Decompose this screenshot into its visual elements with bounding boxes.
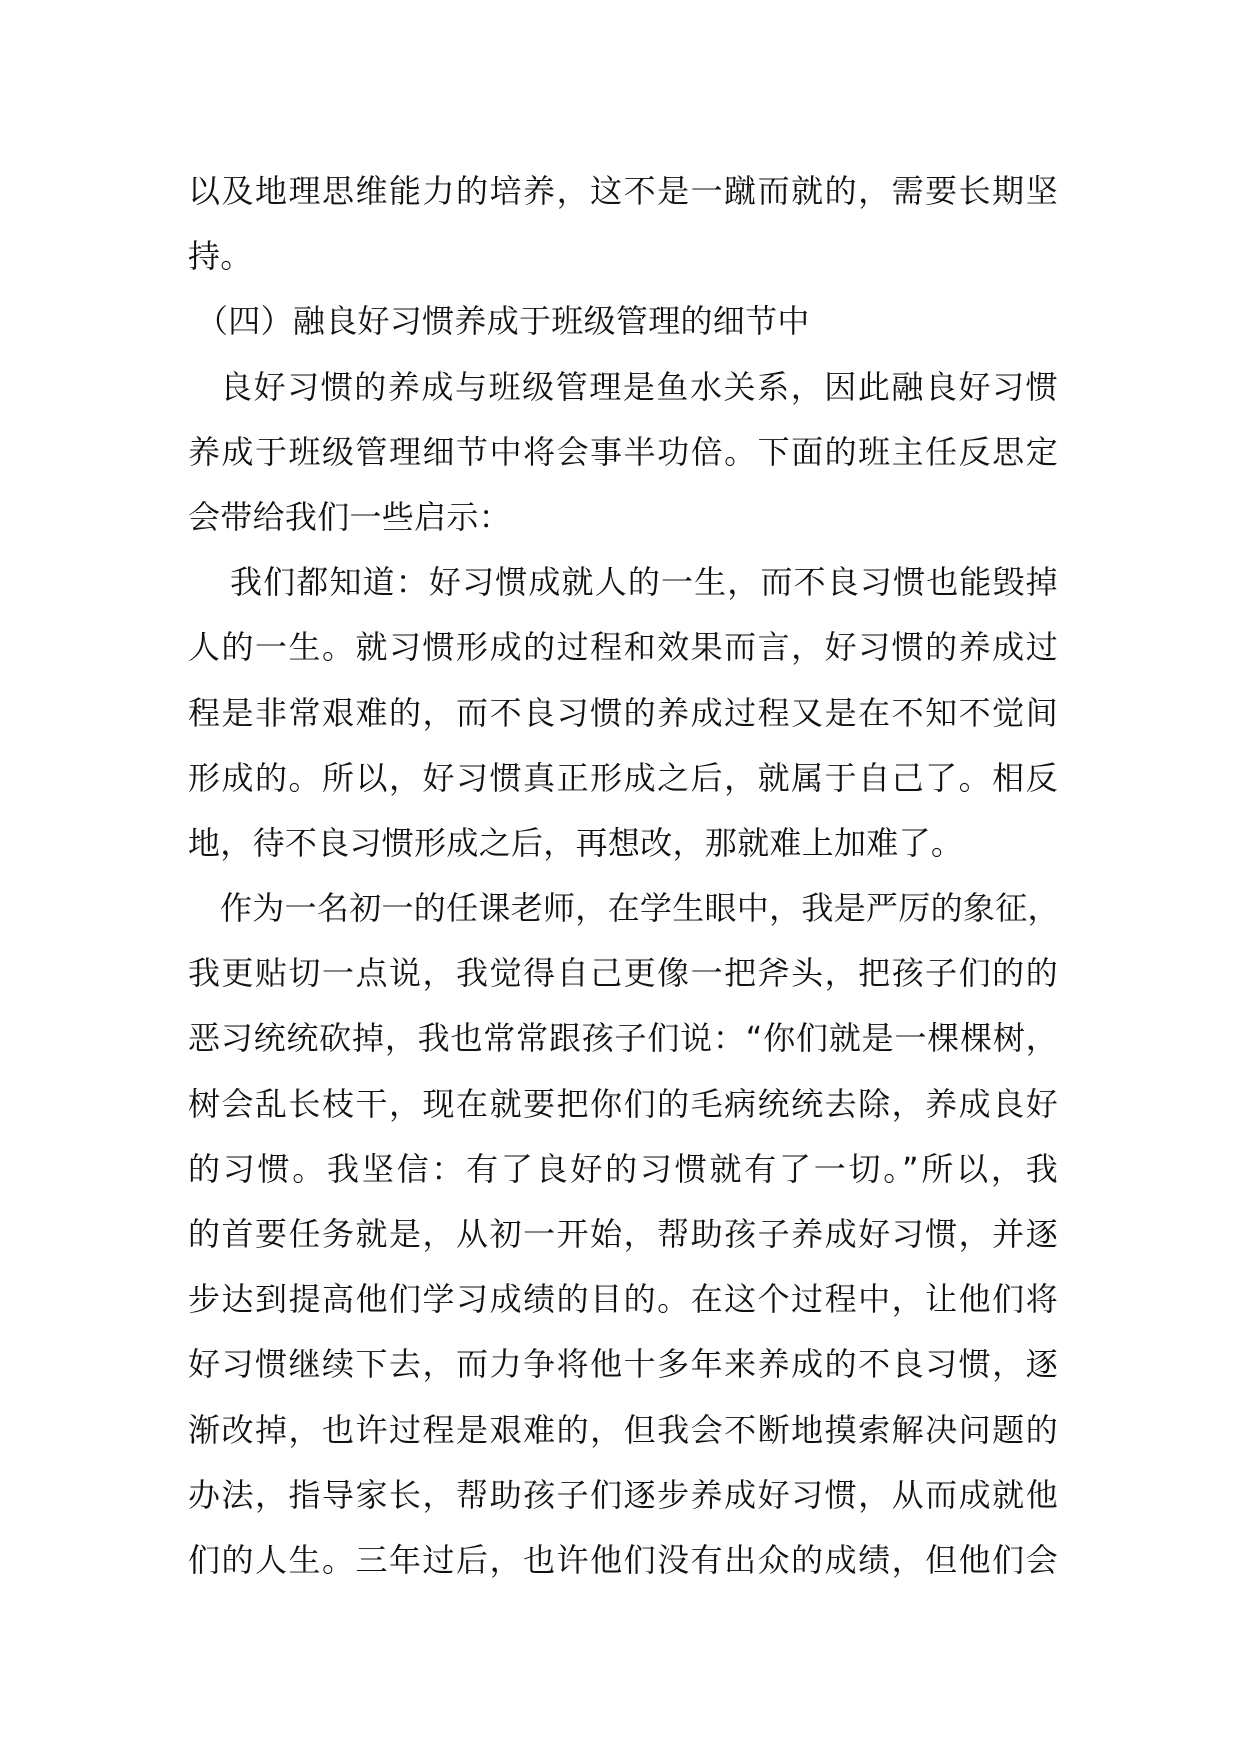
text-line: 办法，指导家长，帮助孩子们逐步养成好习惯，从而成就他	[188, 1475, 1058, 1514]
text-line: 养成于班级管理细节中将会事半功倍。下面的班主任反思定	[188, 432, 1058, 471]
text-line: 程是非常艰难的，而不良习惯的养成过程又是在不知不觉间	[188, 693, 1058, 732]
text-line: 以及地理思维能力的培养，这不是一蹴而就的，需要长期坚	[188, 172, 1058, 210]
text-line: 形成的。所以，好习惯真正形成之后，就属于自己了。相反	[188, 758, 1058, 797]
text-line: 步达到提高他们学习成绩的目的。在这个过程中，让他们将	[188, 1280, 1058, 1319]
document-body	[188, 159, 1058, 1593]
text-line: 渐改掉，也许过程是艰难的，但我会不断地摸索解决问题的	[188, 1410, 1058, 1449]
text-line: 树会乱长枝干，现在就要把你们的毛病统统去除，养成良好	[188, 1084, 1058, 1123]
text-line: 的首要任务就是，从初一开始，帮助孩子养成好习惯，并逐	[188, 1215, 1058, 1253]
text-line: 良好习惯的养成与班级管理是鱼水关系，因此融良好习惯	[220, 367, 1058, 406]
text-line: 人的一生。就习惯形成的过程和效果而言，好习惯的养成过	[188, 628, 1058, 667]
text-line: 持。	[188, 237, 253, 276]
text-line: 我们都知道：好习惯成就人的一生，而不良习惯也能毁掉	[230, 563, 1058, 602]
text-line: 我更贴切一点说，我觉得自己更像一把斧头，把孩子们的的	[188, 954, 1058, 993]
text-line: 会带给我们一些启示：	[188, 497, 512, 536]
text-line: 的习惯。我坚信：有了良好的习惯就有了一切。”所以，我	[188, 1149, 1058, 1188]
text-line: 作为一名初一的任课老师，在学生眼中，我是严厉的象征，	[220, 889, 1060, 928]
text-line: 好习惯继续下去，而力争将他十多年来养成的不良习惯，逐	[188, 1345, 1058, 1384]
section-heading: （四）融良好习惯养成于班级管理的细节中	[196, 302, 810, 341]
text-line: 地，待不良习惯形成之后，再想改，那就难上加难了。	[188, 823, 964, 862]
text-line: 恶习统统砍掉，我也常常跟孩子们说：“你们就是一棵棵树，	[188, 1019, 1058, 1058]
text-line: 们的人生。三年过后，也许他们没有出众的成绩，但他们会	[188, 1540, 1058, 1579]
